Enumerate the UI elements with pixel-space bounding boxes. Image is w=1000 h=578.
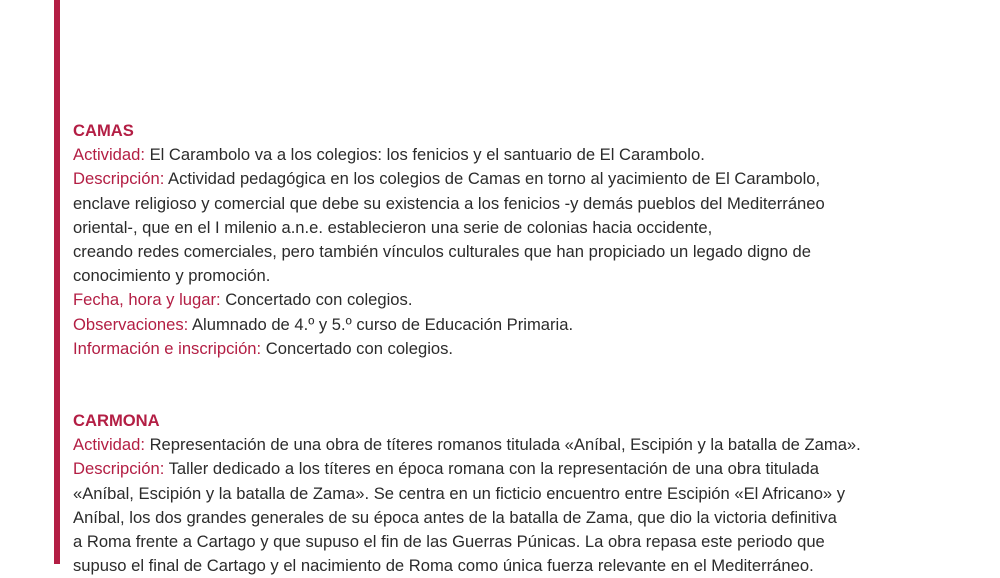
descripcion-continuation: enclave religioso y comercial que debe su existencia a los fenicios -y demás pueblos del Mediterráneo xyxy=(73,193,825,213)
informacion-text: Concertado con colegios. xyxy=(261,338,454,358)
descripcion-text: Actividad pedagógica en los colegios de Camas en torno al yacimiento de El Carambolo, xyxy=(164,169,821,189)
descripcion-label: Descripción: xyxy=(73,169,165,189)
section-heading: CARMONA xyxy=(73,411,160,430)
actividad-line xyxy=(73,143,973,167)
actividad-text: Representación de una obra de títeres romanos titulada «Aníbal, Escipión y la batalla de Zama». xyxy=(144,435,861,455)
section-carmona xyxy=(73,409,973,578)
descripcion-continuation: «Aníbal, Escipión y la batalla de Zama». Se centra en un ficticio encuentro entre Escipión «El Africano» y xyxy=(73,483,846,503)
informacion-line xyxy=(73,337,973,361)
section-camas xyxy=(73,119,973,361)
descripcion-continuation: supuso el final de Cartago y el nacimiento de Roma como única fuerza relevante en el Mediterráneo. xyxy=(73,556,814,576)
descripcion-continuation: Aníbal, los dos grandes generales de su época antes de la batalla de Zama, que dio la victoria definitiva xyxy=(73,507,837,527)
descripcion-text: Taller dedicado a los títeres en época romana con la representación de una obra titulada xyxy=(164,459,819,479)
accent-margin-bar xyxy=(54,0,60,564)
descripcion-label: Descripción: xyxy=(73,459,165,479)
fecha-text: Concertado con colegios. xyxy=(220,290,413,310)
observaciones-text: Alumnado de 4.º y 5.º curso de Educación Primaria. xyxy=(188,314,574,334)
section-heading: CAMAS xyxy=(73,121,134,140)
observaciones-label: Observaciones: xyxy=(73,314,189,334)
actividad-text: El Carambolo va a los colegios: los fenicios y el santuario de El Carambolo. xyxy=(144,145,705,165)
descripcion-line xyxy=(73,167,973,191)
observaciones-line xyxy=(73,313,973,337)
fecha-line xyxy=(73,288,973,312)
actividad-label: Actividad: xyxy=(73,145,145,165)
actividad-label: Actividad: xyxy=(73,435,145,455)
fecha-label: Fecha, hora y lugar: xyxy=(73,290,221,310)
descripcion-continuation: creando redes comerciales, pero también vínculos culturales que han propiciado un legado digno de xyxy=(73,242,811,261)
descripcion-continuation: oriental-, que en el I milenio a.n.e. establecieron una serie de colonias hacia occidente, xyxy=(73,217,713,237)
actividad-line xyxy=(73,433,973,457)
informacion-label: Información e inscripción: xyxy=(73,338,262,358)
descripcion-line xyxy=(73,457,973,481)
descripcion-continuation: conocimiento y promoción. xyxy=(73,266,271,286)
descripcion-continuation: a Roma frente a Cartago y que supuso el fin de las Guerras Púnicas. La obra repasa este periodo que xyxy=(73,532,825,551)
